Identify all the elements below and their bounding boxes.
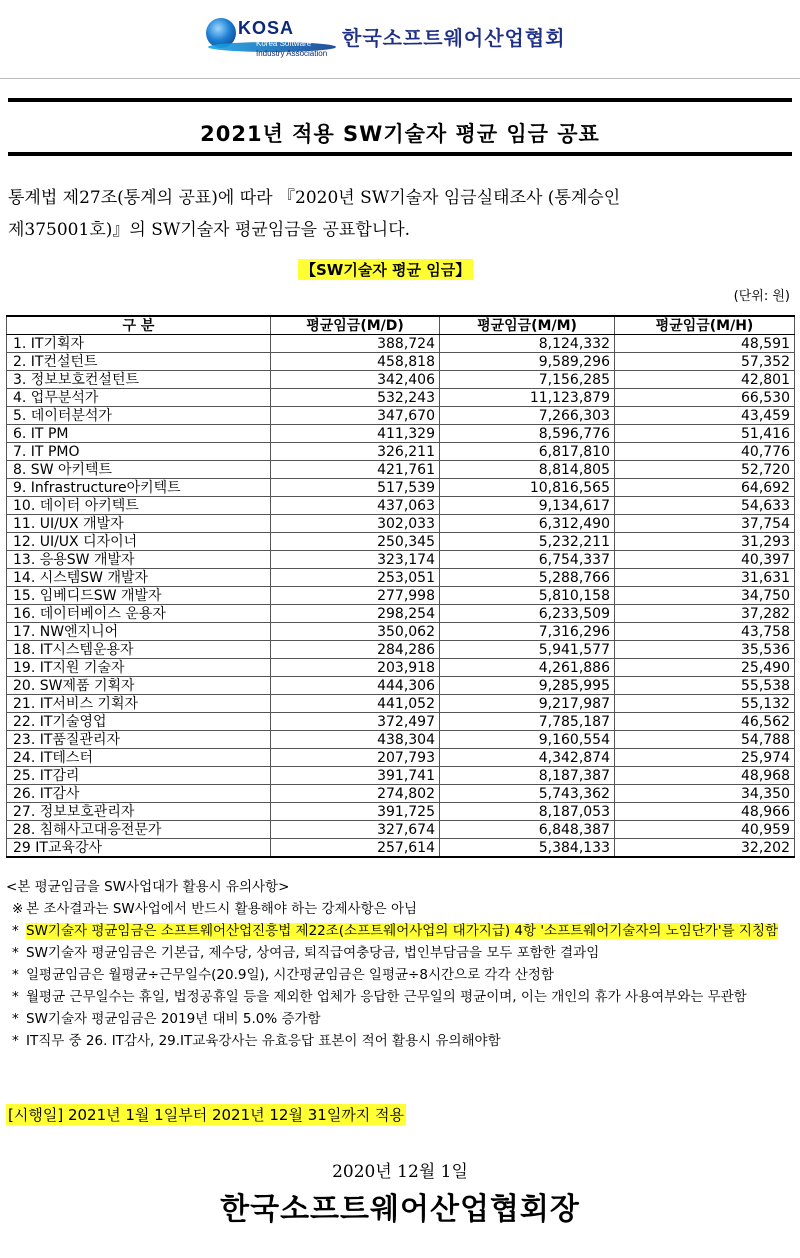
note-item [6,1030,796,1052]
row-daily-wage: 438,304 [271,731,440,749]
document-header [0,0,800,80]
row-category: 11. UI/UX 개발자 [7,515,271,533]
title-box [8,98,792,156]
row-monthly-wage: 10,816,565 [440,479,615,497]
table-row [7,749,795,767]
logo-text: KOSA [238,18,295,38]
row-category: 21. IT서비스 기획자 [7,695,271,713]
table-row [7,641,795,659]
wage-table [6,315,795,858]
page-title: 2021년 적용 SW기술자 평균 임금 공표 [200,122,600,146]
row-hourly-wage: 48,966 [615,803,795,821]
row-monthly-wage: 7,316,296 [440,623,615,641]
note-text: 월평균 근무일수는 휴일, 법정공휴일 등을 제외한 업체가 응답한 근무일의 평균이며, 이는 개인의 휴가 사용여부와는 무관함 [26,989,747,1005]
table-row [7,461,795,479]
row-daily-wage: 250,345 [271,533,440,551]
row-category: 6. IT PM [7,425,271,443]
row-category: 29 IT교육강사 [7,839,271,858]
row-hourly-wage: 37,282 [615,605,795,623]
intro-line-2: 제375001호)』의 SW기술자 평균임금을 공표합니다. [8,220,411,240]
row-monthly-wage: 6,817,810 [440,443,615,461]
table-row [7,515,795,533]
row-daily-wage: 391,725 [271,803,440,821]
note-item [6,920,796,942]
row-monthly-wage: 9,217,987 [440,695,615,713]
table-subtitle: 【SW기술자 평균 임금】 [298,259,473,280]
row-category: 1. IT기획자 [7,335,271,353]
table-row [7,677,795,695]
row-hourly-wage: 51,416 [615,425,795,443]
row-monthly-wage: 6,312,490 [440,515,615,533]
table-row [7,731,795,749]
row-daily-wage: 326,211 [271,443,440,461]
row-daily-wage: 517,539 [271,479,440,497]
note-item [6,1008,796,1030]
row-hourly-wage: 34,350 [615,785,795,803]
row-category: 26. IT감사 [7,785,271,803]
row-category: 24. IT테스터 [7,749,271,767]
table-row [7,371,795,389]
row-monthly-wage: 4,261,886 [440,659,615,677]
row-hourly-wage: 35,536 [615,641,795,659]
row-category: 4. 업무분석가 [7,389,271,407]
row-daily-wage: 302,033 [271,515,440,533]
signer-name: 한국소프트웨어산업협회장 [220,1192,580,1227]
row-monthly-wage: 8,814,805 [440,461,615,479]
row-hourly-wage: 64,692 [615,479,795,497]
row-hourly-wage: 48,968 [615,767,795,785]
row-hourly-wage: 42,801 [615,371,795,389]
row-hourly-wage: 31,631 [615,569,795,587]
row-monthly-wage: 5,743,362 [440,785,615,803]
table-row [7,479,795,497]
row-hourly-wage: 40,397 [615,551,795,569]
column-header-category: 구 분 [7,316,271,335]
table-row [7,713,795,731]
note-item [6,964,796,986]
row-monthly-wage: 7,156,285 [440,371,615,389]
note-text: 일평균임금은 월평균÷근무일수(20.9일), 시간평균임금은 일평균÷8시간으로 각각 산정함 [26,967,554,983]
table-row [7,803,795,821]
header-divider [0,78,800,79]
row-monthly-wage: 5,384,133 [440,839,615,858]
row-monthly-wage: 4,342,874 [440,749,615,767]
row-category: 15. 임베디드SW 개발자 [7,587,271,605]
row-monthly-wage: 9,589,296 [440,353,615,371]
table-row [7,569,795,587]
row-daily-wage: 391,741 [271,767,440,785]
table-row [7,425,795,443]
row-category: 13. 응용SW 개발자 [7,551,271,569]
table-row [7,767,795,785]
note-bullet: * [12,989,19,1005]
row-monthly-wage: 8,596,776 [440,425,615,443]
row-daily-wage: 372,497 [271,713,440,731]
row-category: 25. IT감리 [7,767,271,785]
table-row [7,785,795,803]
table-row [7,605,795,623]
row-hourly-wage: 52,720 [615,461,795,479]
table-row [7,659,795,677]
row-category: 7. IT PMO [7,443,271,461]
row-daily-wage: 327,674 [271,821,440,839]
column-header-monthly: 평균임금(M/M) [440,316,615,335]
row-hourly-wage: 31,293 [615,533,795,551]
row-category: 20. SW제품 기획자 [7,677,271,695]
row-category: 16. 데이터베이스 운용자 [7,605,271,623]
row-daily-wage: 284,286 [271,641,440,659]
row-category: 18. IT시스템운용자 [7,641,271,659]
note-text: SW기술자 평균임금은 소프트웨어산업진흥법 제22조(소프트웨어사업의 대가지급) 4항 '소프트웨어기술자의 노임단가'를 지칭함 [26,923,779,939]
row-category: 12. UI/UX 디자이너 [7,533,271,551]
row-category: 5. 데이터분석가 [7,407,271,425]
row-daily-wage: 298,254 [271,605,440,623]
row-daily-wage: 411,329 [271,425,440,443]
note-bullet: * [12,945,19,961]
row-category: 2. IT컨설턴트 [7,353,271,371]
note-bullet: * [12,1011,19,1027]
wage-table-body [7,335,795,858]
note-text: SW기술자 평균임금은 2019년 대비 5.0% 증가함 [26,1011,321,1027]
table-row [7,695,795,713]
notes-list [6,898,796,1052]
row-hourly-wage: 25,490 [615,659,795,677]
row-hourly-wage: 54,633 [615,497,795,515]
row-hourly-wage: 55,538 [615,677,795,695]
logo-subtext-1: Korea Software [256,39,312,48]
row-hourly-wage: 40,959 [615,821,795,839]
table-row [7,623,795,641]
intro-paragraph [8,182,794,246]
table-row [7,587,795,605]
row-category: 28. 침해사고대응전문가 [7,821,271,839]
row-monthly-wage: 11,123,879 [440,389,615,407]
row-monthly-wage: 8,187,387 [440,767,615,785]
row-monthly-wage: 8,124,332 [440,335,615,353]
table-row [7,533,795,551]
row-daily-wage: 421,761 [271,461,440,479]
row-daily-wage: 274,802 [271,785,440,803]
row-category: 22. IT기술영업 [7,713,271,731]
row-category: 8. SW 아키텍트 [7,461,271,479]
note-text: SW기술자 평균임금은 기본급, 제수당, 상여금, 퇴직급여충당금, 법인부담금을 모두 포함한 결과임 [26,945,600,961]
intro-line-1: 통계법 제27조(통계의 공표)에 따라 『2020년 SW기술자 임금실태조사 (통계승인 [8,188,621,208]
row-monthly-wage: 5,288,766 [440,569,615,587]
row-hourly-wage: 43,758 [615,623,795,641]
row-daily-wage: 532,243 [271,389,440,407]
row-monthly-wage: 7,785,187 [440,713,615,731]
note-text: IT직무 중 26. IT감사, 29.IT교육강사는 유효응답 표본이 적어 활용시 유의해야함 [26,1033,501,1049]
row-daily-wage: 347,670 [271,407,440,425]
wage-table-header [7,316,795,335]
table-row [7,353,795,371]
row-category: 27. 정보보호관리자 [7,803,271,821]
table-row [7,443,795,461]
note-item [6,898,796,920]
table-row [7,497,795,515]
column-header-hourly: 평균임금(M/H) [615,316,795,335]
note-item [6,986,796,1008]
row-monthly-wage: 7,266,303 [440,407,615,425]
row-daily-wage: 277,998 [271,587,440,605]
note-bullet: * [12,967,19,983]
row-category: 17. NW엔지니어 [7,623,271,641]
unit-label: (단위: 원) [733,289,790,304]
row-hourly-wage: 40,776 [615,443,795,461]
notes-heading: <본 평균임금을 SW사업대가 활용시 유의사항> [6,879,290,895]
row-daily-wage: 207,793 [271,749,440,767]
row-hourly-wage: 43,459 [615,407,795,425]
row-hourly-wage: 54,788 [615,731,795,749]
note-bullet: ※ [12,901,24,917]
row-hourly-wage: 37,754 [615,515,795,533]
notes-section [6,876,796,1052]
row-daily-wage: 458,818 [271,353,440,371]
row-daily-wage: 441,052 [271,695,440,713]
row-daily-wage: 257,614 [271,839,440,858]
note-item [6,942,796,964]
row-hourly-wage: 25,974 [615,749,795,767]
organization-name: 한국소프트웨어산업협회 [342,26,566,50]
row-daily-wage: 388,724 [271,335,440,353]
row-daily-wage: 323,174 [271,551,440,569]
table-row [7,839,795,858]
row-daily-wage: 350,062 [271,623,440,641]
row-daily-wage: 437,063 [271,497,440,515]
row-monthly-wage: 9,160,554 [440,731,615,749]
column-header-daily: 평균임금(M/D) [271,316,440,335]
row-daily-wage: 253,051 [271,569,440,587]
row-category: 19. IT지원 기술자 [7,659,271,677]
row-hourly-wage: 55,132 [615,695,795,713]
effective-period: [시행일] 2021년 1월 1일부터 2021년 12월 31일까지 적용 [8,1106,405,1124]
row-monthly-wage: 6,233,509 [440,605,615,623]
row-monthly-wage: 5,810,158 [440,587,615,605]
table-row [7,821,795,839]
row-category: 9. Infrastructure아키텍트 [7,479,271,497]
note-bullet: * [12,1033,19,1049]
row-category: 10. 데이터 아키텍트 [7,497,271,515]
announcement-date: 2020년 12월 1일 [332,1162,468,1182]
row-monthly-wage: 9,134,617 [440,497,615,515]
table-row [7,335,795,353]
row-monthly-wage: 6,848,387 [440,821,615,839]
row-monthly-wage: 8,187,053 [440,803,615,821]
row-hourly-wage: 57,352 [615,353,795,371]
table-row [7,407,795,425]
header-row [7,316,795,335]
kosa-logo [206,18,336,60]
row-hourly-wage: 32,202 [615,839,795,858]
note-bullet: * [12,923,19,939]
row-monthly-wage: 5,232,211 [440,533,615,551]
table-row [7,389,795,407]
row-monthly-wage: 9,285,995 [440,677,615,695]
row-hourly-wage: 46,562 [615,713,795,731]
row-category: 3. 정보보호컨설턴트 [7,371,271,389]
row-daily-wage: 342,406 [271,371,440,389]
row-monthly-wage: 6,754,337 [440,551,615,569]
row-hourly-wage: 48,591 [615,335,795,353]
note-text: 본 조사결과는 SW사업에서 반드시 활용해야 하는 강제사항은 아님 [26,901,418,917]
logo-subtext-2: Industry Association [256,49,328,58]
row-category: 14. 시스템SW 개발자 [7,569,271,587]
row-monthly-wage: 5,941,577 [440,641,615,659]
table-row [7,551,795,569]
row-daily-wage: 444,306 [271,677,440,695]
row-hourly-wage: 66,530 [615,389,795,407]
row-category: 23. IT품질관리자 [7,731,271,749]
row-daily-wage: 203,918 [271,659,440,677]
row-hourly-wage: 34,750 [615,587,795,605]
